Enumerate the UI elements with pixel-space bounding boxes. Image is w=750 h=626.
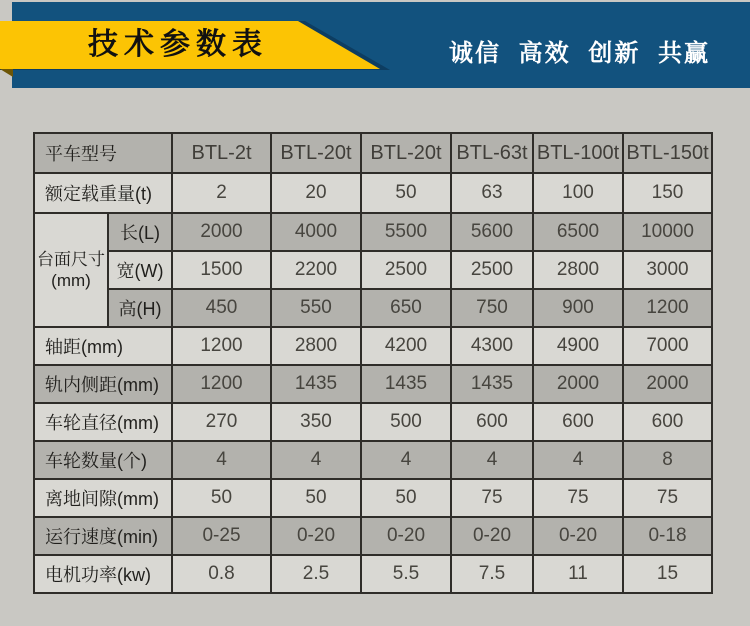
table-row-ground-clearance: [34, 479, 712, 517]
cell-value: 100: [533, 173, 623, 213]
cell-value: 650: [361, 289, 451, 327]
cell-value: 4200: [361, 327, 451, 365]
cell-value: 4: [172, 441, 271, 479]
cell-value: 20: [271, 173, 361, 213]
table-row-height: [34, 289, 712, 327]
cell-value: 50: [271, 479, 361, 517]
row-label: 电机功率(kw): [34, 555, 172, 593]
cell-value: 2000: [533, 365, 623, 403]
cell-value: 4000: [271, 213, 361, 251]
size-group-line1: 台面尺寸: [37, 249, 105, 269]
cell-value: 1200: [172, 365, 271, 403]
cell-value: 0-20: [361, 517, 451, 555]
cell-value: 4: [533, 441, 623, 479]
cell-value: 10000: [623, 213, 712, 251]
row-sublabel: 宽(W): [108, 251, 172, 289]
cell-value: 450: [172, 289, 271, 327]
cell-value: 50: [361, 479, 451, 517]
cell-value: 350: [271, 403, 361, 441]
cell-value: 5500: [361, 213, 451, 251]
cell-value: 2: [172, 173, 271, 213]
model-header: BTL-20t: [361, 133, 451, 173]
cell-value: 2500: [451, 251, 533, 289]
cell-value: 600: [623, 403, 712, 441]
cell-value: 7000: [623, 327, 712, 365]
cell-value: 2000: [623, 365, 712, 403]
cell-value: 6500: [533, 213, 623, 251]
row-label: 离地间隙(mm): [34, 479, 172, 517]
table-row-rated-load: [34, 173, 712, 213]
cell-value: 1435: [361, 365, 451, 403]
cell-value: 0-20: [533, 517, 623, 555]
cell-value: 50: [172, 479, 271, 517]
model-header: BTL-150t: [623, 133, 712, 173]
cell-value: 1200: [172, 327, 271, 365]
cell-value: 8: [623, 441, 712, 479]
cell-value: 600: [533, 403, 623, 441]
cell-value: 1435: [271, 365, 361, 403]
cell-value: 500: [361, 403, 451, 441]
cell-value: 11: [533, 555, 623, 593]
row-sublabel: 长(L): [108, 213, 172, 251]
row-label: 额定载重量(t): [34, 173, 172, 213]
table-row-wheel-diameter: [34, 403, 712, 441]
row-label: 运行速度(min): [34, 517, 172, 555]
cell-value: 1500: [172, 251, 271, 289]
cell-value: 7.5: [451, 555, 533, 593]
model-header: BTL-100t: [533, 133, 623, 173]
cell-value: 0-25: [172, 517, 271, 555]
table-row-wheel-count: [34, 441, 712, 479]
cell-value: 5.5: [361, 555, 451, 593]
size-group-line2: (mm): [51, 271, 91, 290]
row-label-model: 平车型号: [34, 133, 172, 173]
cell-value: 900: [533, 289, 623, 327]
cell-value: 2800: [271, 327, 361, 365]
cell-value: 75: [623, 479, 712, 517]
table-row-rail-gauge: [34, 365, 712, 403]
cell-value: 50: [361, 173, 451, 213]
row-label: 轴距(mm): [34, 327, 172, 365]
cell-value: 550: [271, 289, 361, 327]
cell-value: 4: [271, 441, 361, 479]
cell-value: 1435: [451, 365, 533, 403]
cell-value: 2800: [533, 251, 623, 289]
row-label: 车轮数量(个): [34, 441, 172, 479]
cell-value: 5600: [451, 213, 533, 251]
cell-value: 2500: [361, 251, 451, 289]
row-sublabel: 高(H): [108, 289, 172, 327]
cell-value: 0-20: [271, 517, 361, 555]
table-row-wheelbase: [34, 327, 712, 365]
cell-value: 750: [451, 289, 533, 327]
cell-value: 4: [451, 441, 533, 479]
cell-value: 600: [451, 403, 533, 441]
table-row-motor-power: [34, 555, 712, 593]
spec-table: [33, 132, 713, 594]
cell-value: 15: [623, 555, 712, 593]
cell-value: 0.8: [172, 555, 271, 593]
model-header: BTL-20t: [271, 133, 361, 173]
cell-value: 2200: [271, 251, 361, 289]
cell-value: 4900: [533, 327, 623, 365]
size-group-label: [34, 213, 108, 327]
cell-value: 150: [623, 173, 712, 213]
slogan-text: 诚信 高效 创新 共赢: [448, 40, 710, 67]
cell-value: 4: [361, 441, 451, 479]
cell-value: 0-20: [451, 517, 533, 555]
row-label: 轨内侧距(mm): [34, 365, 172, 403]
model-header: BTL-63t: [451, 133, 533, 173]
table-row-length: [34, 213, 712, 251]
cell-value: 2000: [172, 213, 271, 251]
cell-value: 3000: [623, 251, 712, 289]
model-header: BTL-2t: [172, 133, 271, 173]
cell-value: 1200: [623, 289, 712, 327]
cell-value: 75: [533, 479, 623, 517]
cell-value: 4300: [451, 327, 533, 365]
cell-value: 0-18: [623, 517, 712, 555]
cell-value: 2.5: [271, 555, 361, 593]
table-row-models: [34, 133, 712, 173]
page-title: 技术参数表: [88, 28, 268, 61]
row-label: 车轮直径(mm): [34, 403, 172, 441]
cell-value: 75: [451, 479, 533, 517]
cell-value: 270: [172, 403, 271, 441]
table-row-speed: [34, 517, 712, 555]
table-row-width: [34, 251, 712, 289]
cell-value: 63: [451, 173, 533, 213]
